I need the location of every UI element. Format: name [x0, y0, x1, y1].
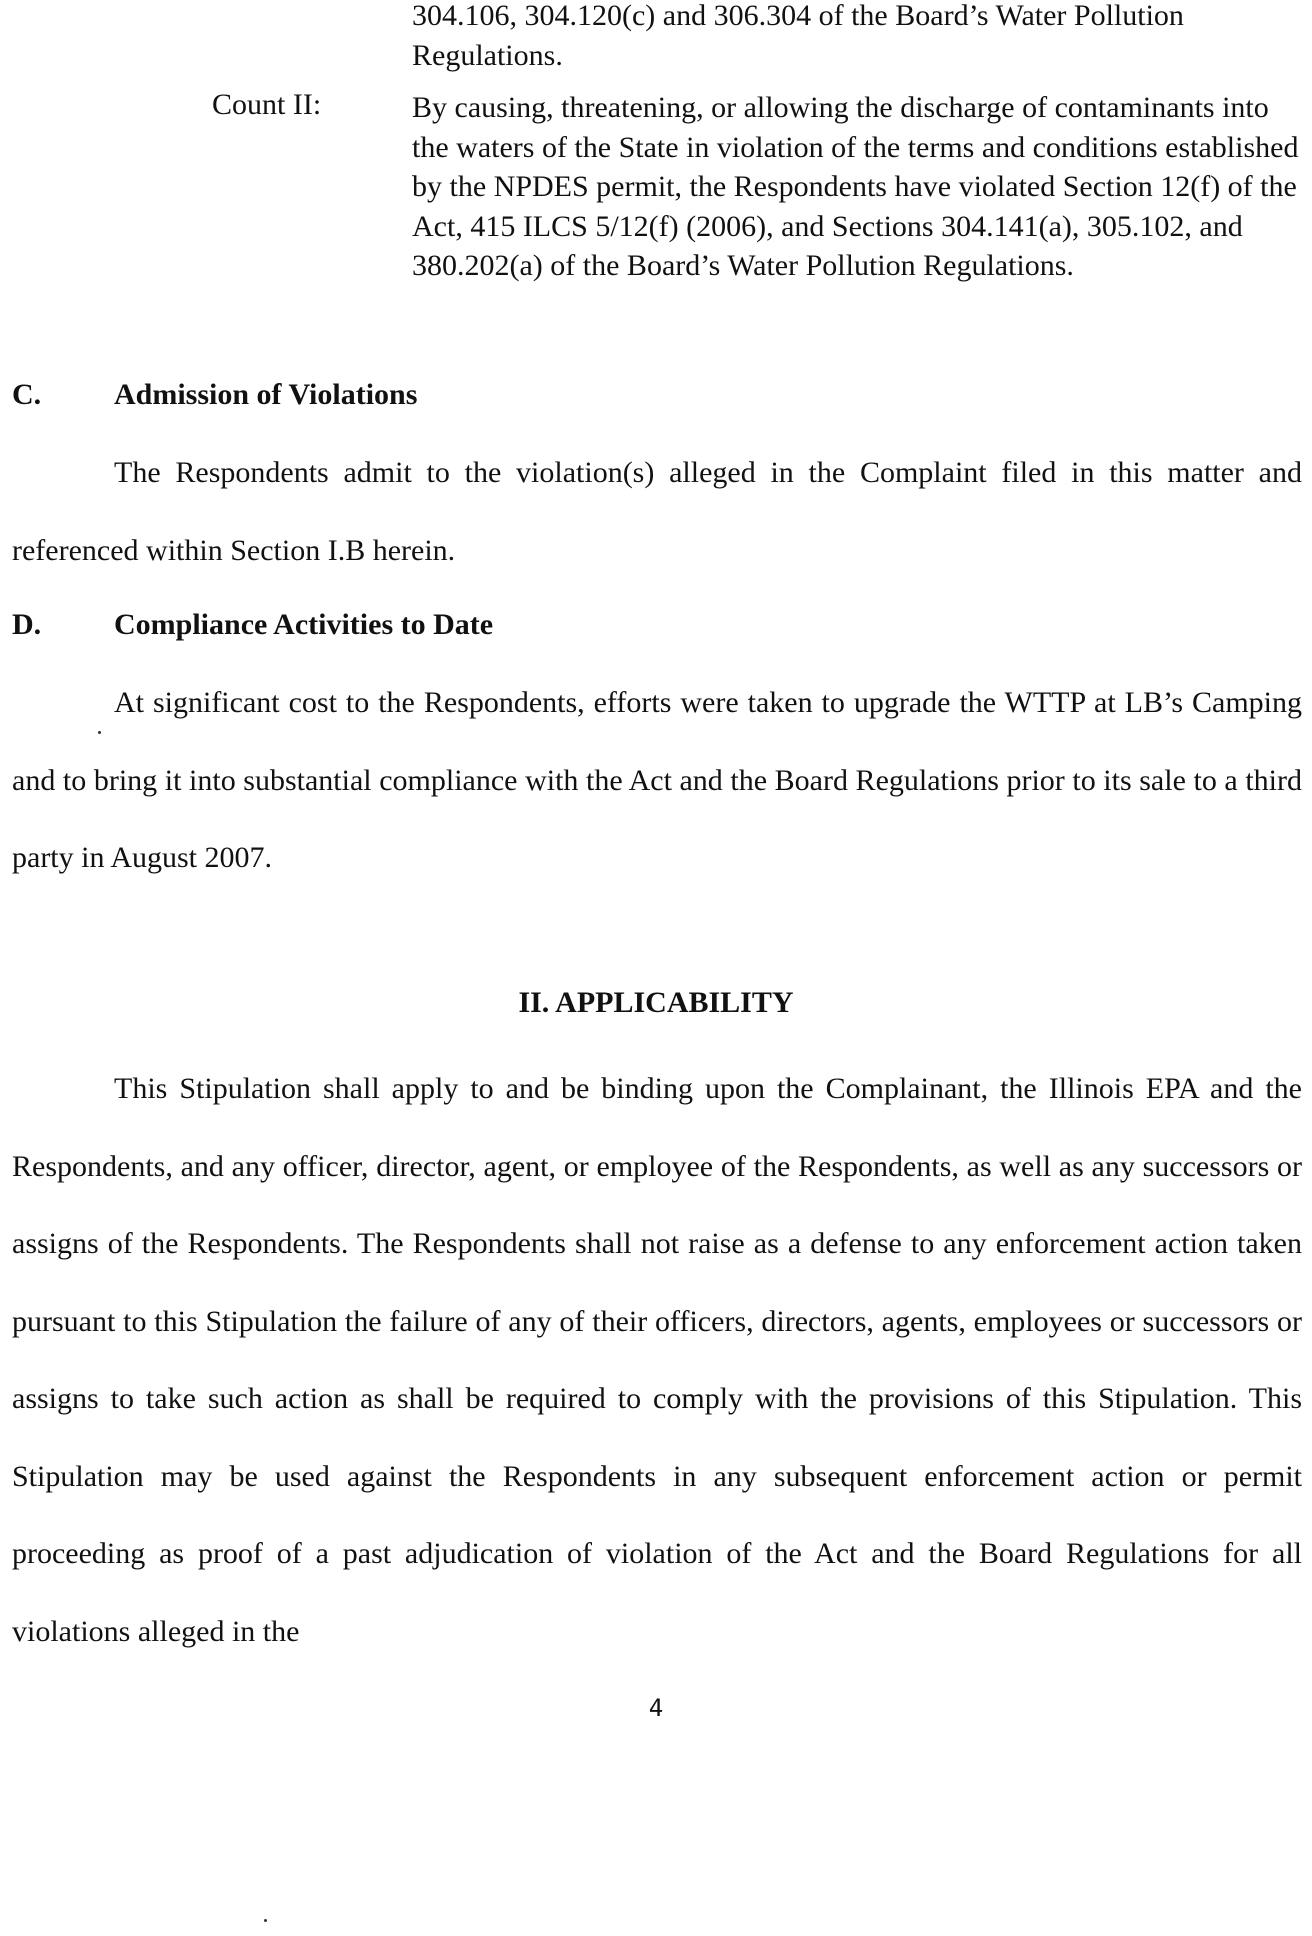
page-number: 4	[648, 1694, 664, 1722]
scan-speck	[264, 1919, 267, 1922]
section-d-body: At significant cost to the Respondents, efforts were taken to upgrade the WTTP at LB’s Camping and to bring it into substantial compliance with the Act and the Board Regulations prior to its sale to a third party in August 2007.	[12, 686, 1302, 874]
scan-speck	[98, 731, 101, 734]
count-one-continuation	[412, 0, 1302, 75]
count-two-label: Count II:	[212, 88, 322, 121]
count-one-line-2: Regulations.	[412, 38, 563, 72]
count-two-text: By causing, threatening, or allowing the discharge of contaminants into the waters of the State in violation of the terms and conditions established by the NPDES permit, the Respondents have violated Section 12(f) of the Act, 415 ILCS 5/12(f) (2006), and Sections 304.141(a), 305.102, and 380.202(a) of the Board’s Water Pollution Regulations.	[412, 91, 1299, 282]
section-ii-title: II. APPLICABILITY	[518, 986, 794, 1019]
count-one-line-1: 304.106, 304.120(c) and 306.304 of the Board’s Water Pollution	[412, 0, 1184, 32]
section-c-title: Admission of Violations	[114, 378, 418, 411]
section-c-letter: C.	[12, 378, 42, 411]
section-d-letter: D.	[12, 608, 42, 641]
section-d-title: Compliance Activities to Date	[114, 608, 494, 641]
section-c-body: The Respondents admit to the violation(s) alleged in the Complaint filed in this matter and referenced within Section I.B herein.	[12, 456, 1302, 567]
section-ii-body: This Stipulation shall apply to and be binding upon the Complainant, the Illinois EPA and the Respondents, and any officer, director, agent, or employee of the Respondents, as well as any successors or assigns of the Respondents. The Respondents shall not raise as a defense to any enforcement action taken pursuant to this Stipulation the failure of any of their officers, directors, agents, employees or successors or assigns to take such action as shall be required to comply with the provisions of this Stipulation. This Stipulation may be used against the Respondents in any subsequent enforcement action or permit proceeding as proof of a past adjudication of violation of the Act and the Board Regulations for all violations alleged in the	[12, 1072, 1302, 1648]
